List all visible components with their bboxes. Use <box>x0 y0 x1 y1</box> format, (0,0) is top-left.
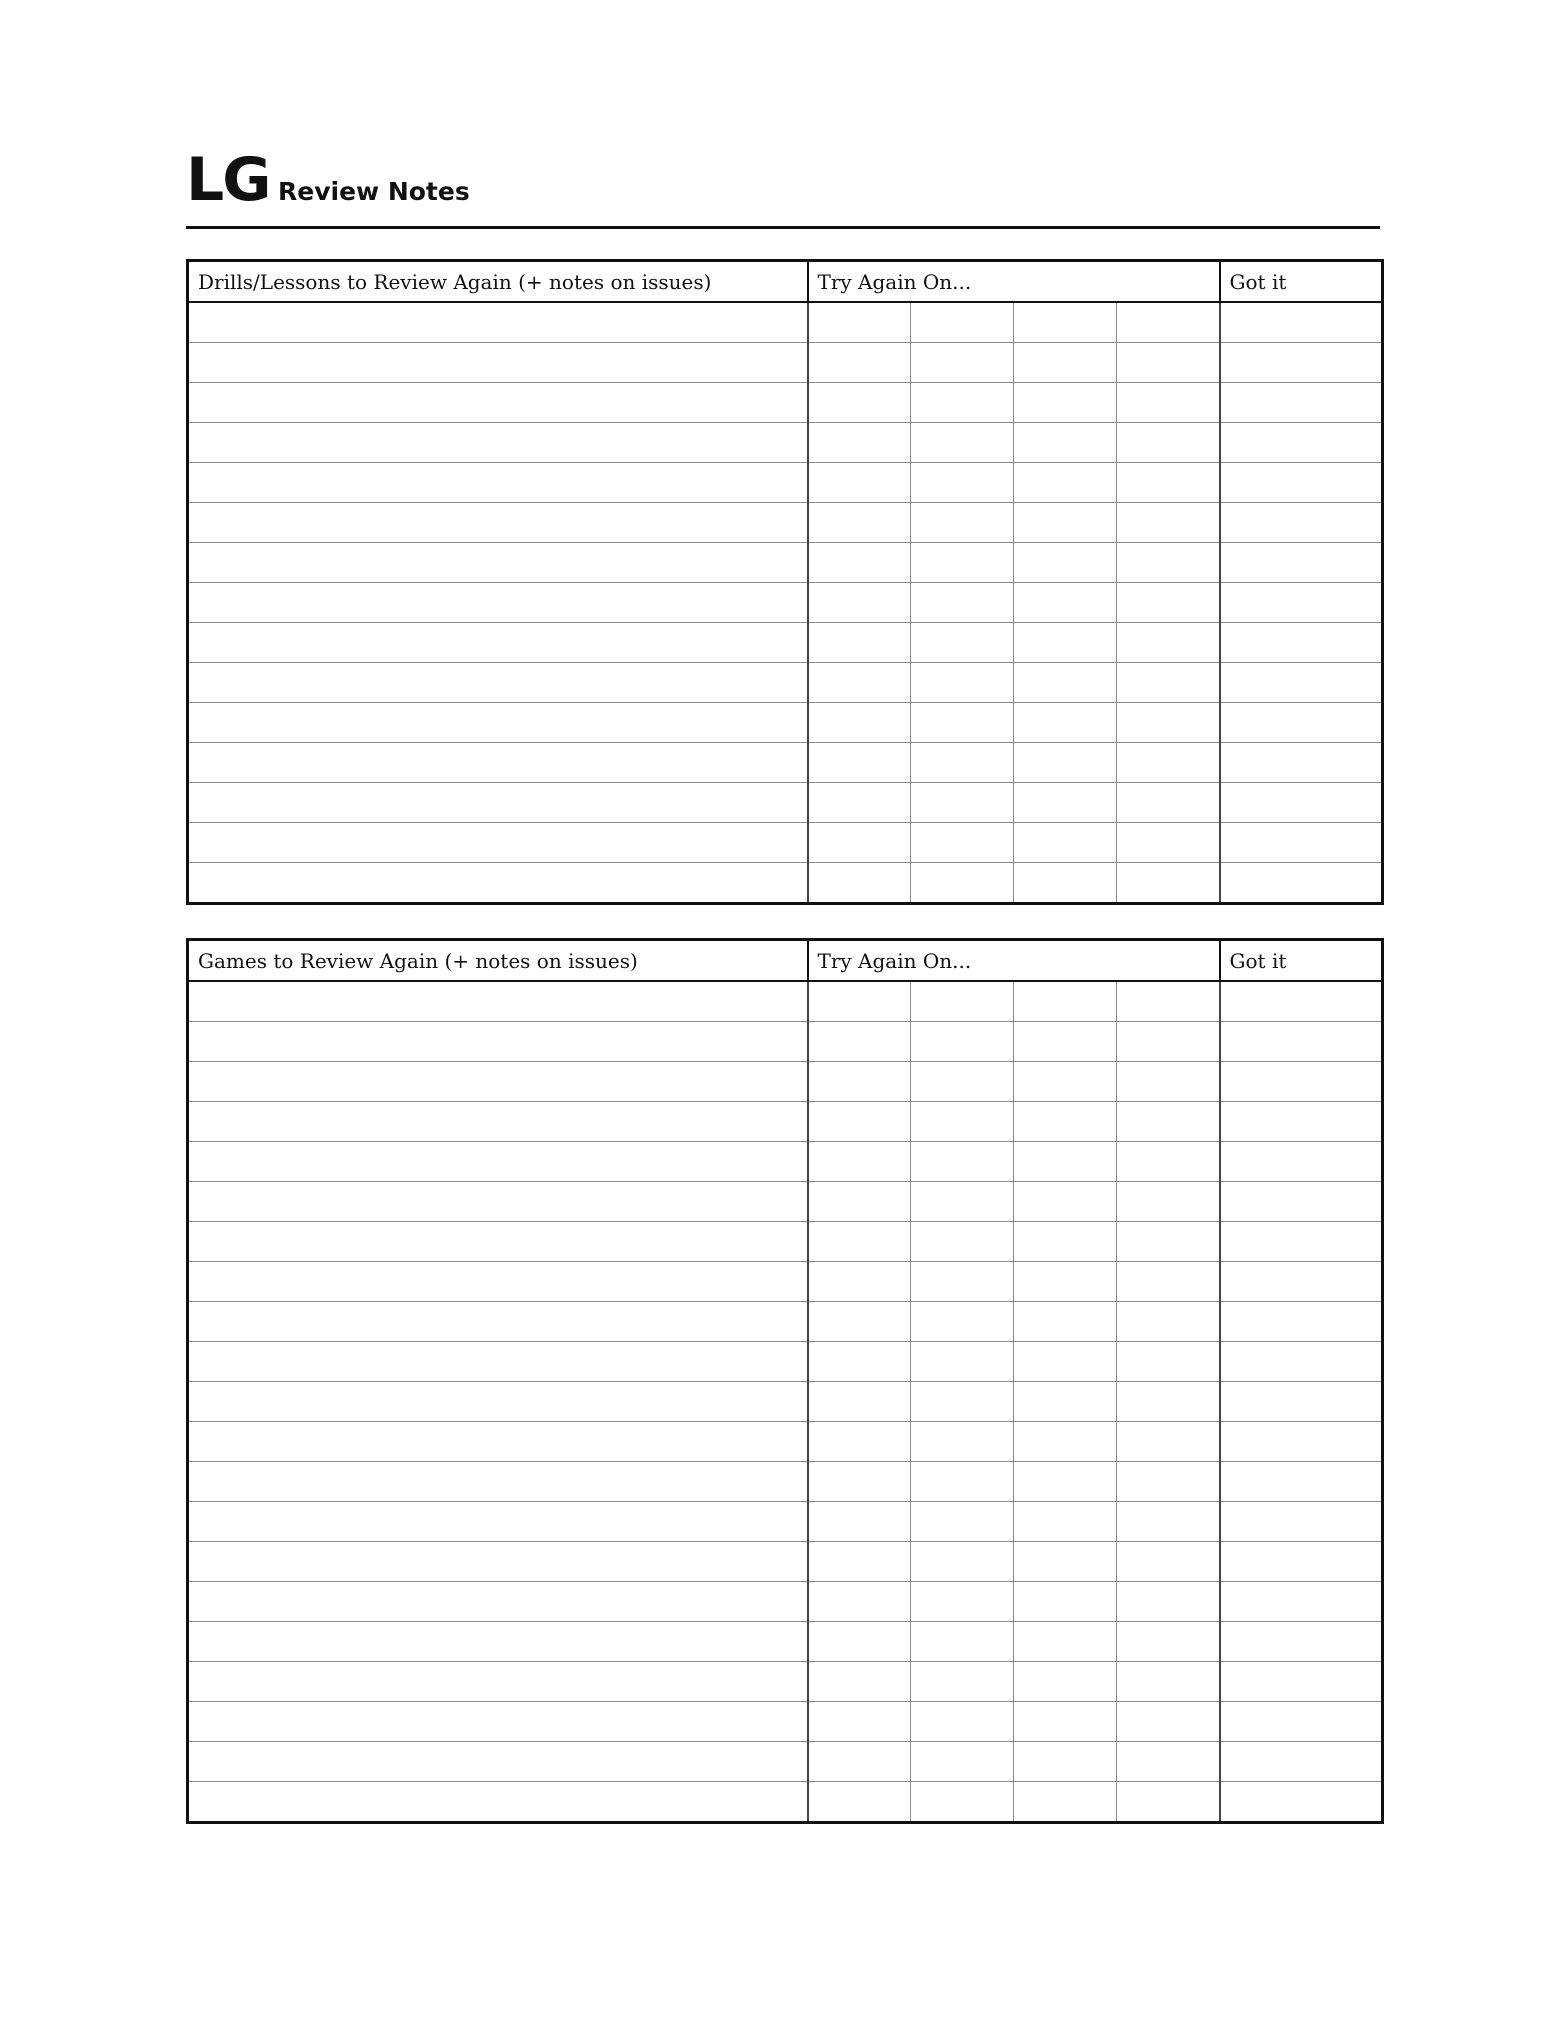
header-divider <box>186 226 1380 229</box>
try-again-cell[interactable] <box>1014 623 1117 663</box>
notes-cell[interactable] <box>188 1702 808 1742</box>
got-it-cell[interactable] <box>1220 1662 1383 1702</box>
drills-review-table <box>186 259 1384 905</box>
try-again-cell[interactable] <box>1014 1622 1117 1662</box>
table-row <box>188 423 1383 463</box>
got-it-cell[interactable] <box>1220 1342 1383 1382</box>
try-again-cell[interactable] <box>1014 663 1117 703</box>
notes-cell[interactable] <box>188 1062 808 1102</box>
try-again-cell[interactable] <box>911 423 1014 463</box>
try-again-cell[interactable] <box>911 1782 1014 1823</box>
try-again-cell[interactable] <box>911 1342 1014 1382</box>
table-row <box>188 1222 1383 1262</box>
table-row <box>188 1662 1383 1702</box>
table-row <box>188 503 1383 543</box>
try-again-cell[interactable] <box>911 1742 1014 1782</box>
try-again-cell[interactable] <box>1014 1542 1117 1582</box>
table-row <box>188 703 1383 743</box>
try-again-cell[interactable] <box>808 1142 911 1182</box>
try-again-cell[interactable] <box>1014 302 1117 343</box>
try-again-cell[interactable] <box>911 343 1014 383</box>
try-again-cell[interactable] <box>1117 981 1220 1022</box>
table-row <box>188 863 1383 904</box>
table-row <box>188 1502 1383 1542</box>
got-it-cell[interactable] <box>1220 1022 1383 1062</box>
page-title: Review Notes <box>278 177 470 206</box>
got-it-cell[interactable] <box>1220 743 1383 783</box>
try-again-cell[interactable] <box>1014 423 1117 463</box>
table-row <box>188 1382 1383 1422</box>
try-again-cell[interactable] <box>1117 1302 1220 1342</box>
try-again-cell[interactable] <box>808 1542 911 1582</box>
got-it-cell[interactable] <box>1220 1142 1383 1182</box>
notes-cell[interactable] <box>188 1462 808 1502</box>
try-again-cell[interactable] <box>1014 823 1117 863</box>
got-it-cell[interactable] <box>1220 663 1383 703</box>
try-again-cell[interactable] <box>808 1782 911 1823</box>
try-again-cell[interactable] <box>1014 1182 1117 1222</box>
try-again-cell[interactable] <box>1014 863 1117 904</box>
try-again-cell[interactable] <box>1117 1662 1220 1702</box>
try-again-cell[interactable] <box>1014 503 1117 543</box>
table-row <box>188 1742 1383 1782</box>
try-again-cell[interactable] <box>1117 1342 1220 1382</box>
try-again-cell[interactable] <box>1014 1382 1117 1422</box>
try-again-cell[interactable] <box>1014 383 1117 423</box>
try-again-cell[interactable] <box>808 343 911 383</box>
try-again-cell[interactable] <box>1117 1222 1220 1262</box>
got-it-cell[interactable] <box>1220 981 1383 1022</box>
try-again-cell[interactable] <box>911 383 1014 423</box>
table-row <box>188 543 1383 583</box>
try-again-cell[interactable] <box>1117 1582 1220 1622</box>
try-again-cell[interactable] <box>1117 1022 1220 1062</box>
got-it-cell[interactable] <box>1220 1102 1383 1142</box>
table-row <box>188 1702 1383 1742</box>
try-again-cell[interactable] <box>808 1302 911 1342</box>
try-again-cell[interactable] <box>1117 302 1220 343</box>
table-row <box>188 463 1383 503</box>
try-again-cell[interactable] <box>911 1182 1014 1222</box>
try-again-cell[interactable] <box>1117 583 1220 623</box>
got-it-cell[interactable] <box>1220 1542 1383 1582</box>
try-again-cell[interactable] <box>1014 1222 1117 1262</box>
try-again-cell[interactable] <box>808 1662 911 1702</box>
table-header-row <box>188 261 1383 303</box>
notes-cell[interactable] <box>188 981 808 1022</box>
got-it-cell[interactable] <box>1220 1742 1383 1782</box>
try-again-cell[interactable] <box>1117 1742 1220 1782</box>
try-again-cell[interactable] <box>1117 1782 1220 1823</box>
try-again-cell[interactable] <box>808 1182 911 1222</box>
notes-cell[interactable] <box>188 663 808 703</box>
notes-cell[interactable] <box>188 1622 808 1662</box>
try-again-cell[interactable] <box>808 423 911 463</box>
try-again-cell[interactable] <box>911 1302 1014 1342</box>
try-again-cell[interactable] <box>1117 503 1220 543</box>
try-again-cell[interactable] <box>911 463 1014 503</box>
got-it-cell[interactable] <box>1220 1782 1383 1823</box>
try-again-cell[interactable] <box>911 543 1014 583</box>
column-header-got-it: Got it <box>1220 940 1383 982</box>
try-again-cell[interactable] <box>1014 1262 1117 1302</box>
try-again-cell[interactable] <box>1117 1102 1220 1142</box>
notes-cell[interactable] <box>188 1742 808 1782</box>
try-again-cell[interactable] <box>911 1542 1014 1582</box>
notes-cell[interactable] <box>188 383 808 423</box>
got-it-cell[interactable] <box>1220 1422 1383 1462</box>
try-again-cell[interactable] <box>1014 343 1117 383</box>
try-again-cell[interactable] <box>911 1382 1014 1422</box>
table-row <box>188 583 1383 623</box>
try-again-cell[interactable] <box>1117 543 1220 583</box>
table-row <box>188 1062 1383 1102</box>
try-again-cell[interactable] <box>1117 863 1220 904</box>
try-again-cell[interactable] <box>911 1142 1014 1182</box>
try-again-cell[interactable] <box>808 1102 911 1142</box>
try-again-cell[interactable] <box>911 1622 1014 1662</box>
try-again-cell[interactable] <box>911 1502 1014 1542</box>
try-again-cell[interactable] <box>808 663 911 703</box>
try-again-cell[interactable] <box>1014 543 1117 583</box>
notes-cell[interactable] <box>188 623 808 663</box>
table-row <box>188 623 1383 663</box>
got-it-cell[interactable] <box>1220 503 1383 543</box>
try-again-cell[interactable] <box>1014 743 1117 783</box>
got-it-cell[interactable] <box>1220 1222 1383 1262</box>
page-header <box>186 145 1380 228</box>
table-row <box>188 1582 1383 1622</box>
column-header-got-it: Got it <box>1220 261 1383 303</box>
notes-cell[interactable] <box>188 463 808 503</box>
try-again-cell[interactable] <box>808 1422 911 1462</box>
games-table-body <box>188 981 1383 1823</box>
notes-cell[interactable] <box>188 543 808 583</box>
column-header-drills: Drills/Lessons to Review Again (+ notes on issues) <box>188 261 808 303</box>
try-again-cell[interactable] <box>808 302 911 343</box>
try-again-cell[interactable] <box>1014 1022 1117 1062</box>
got-it-cell[interactable] <box>1220 463 1383 503</box>
got-it-cell[interactable] <box>1220 1382 1383 1422</box>
try-again-cell[interactable] <box>911 1262 1014 1302</box>
try-again-cell[interactable] <box>1117 1182 1220 1222</box>
try-again-cell[interactable] <box>808 1702 911 1742</box>
games-review-table <box>186 938 1384 1824</box>
got-it-cell[interactable] <box>1220 583 1383 623</box>
try-again-cell[interactable] <box>808 743 911 783</box>
got-it-cell[interactable] <box>1220 823 1383 863</box>
got-it-cell[interactable] <box>1220 1262 1383 1302</box>
try-again-cell[interactable] <box>911 623 1014 663</box>
try-again-cell[interactable] <box>911 1582 1014 1622</box>
got-it-cell[interactable] <box>1220 343 1383 383</box>
table-row <box>188 343 1383 383</box>
try-again-cell[interactable] <box>808 1022 911 1062</box>
try-again-cell[interactable] <box>808 1062 911 1102</box>
try-again-cell[interactable] <box>1014 1702 1117 1742</box>
got-it-cell[interactable] <box>1220 1502 1383 1542</box>
got-it-cell[interactable] <box>1220 1462 1383 1502</box>
table-row <box>188 1622 1383 1662</box>
got-it-cell[interactable] <box>1220 1302 1383 1342</box>
try-again-cell[interactable] <box>911 302 1014 343</box>
notes-cell[interactable] <box>188 1022 808 1062</box>
try-again-cell[interactable] <box>808 783 911 823</box>
notes-cell[interactable] <box>188 1782 808 1823</box>
try-again-cell[interactable] <box>808 981 911 1022</box>
try-again-cell[interactable] <box>808 503 911 543</box>
try-again-cell[interactable] <box>808 1462 911 1502</box>
column-header-try-again: Try Again On... <box>808 940 1220 982</box>
notes-cell[interactable] <box>188 343 808 383</box>
got-it-cell[interactable] <box>1220 703 1383 743</box>
table-row <box>188 1302 1383 1342</box>
notes-cell[interactable] <box>188 583 808 623</box>
try-again-cell[interactable] <box>1014 1102 1117 1142</box>
got-it-cell[interactable] <box>1220 383 1383 423</box>
try-again-cell[interactable] <box>1014 1142 1117 1182</box>
got-it-cell[interactable] <box>1220 423 1383 463</box>
try-again-cell[interactable] <box>1117 463 1220 503</box>
table-row <box>188 743 1383 783</box>
try-again-cell[interactable] <box>911 1102 1014 1142</box>
try-again-cell[interactable] <box>1117 743 1220 783</box>
notes-cell[interactable] <box>188 1422 808 1462</box>
try-again-cell[interactable] <box>1117 823 1220 863</box>
got-it-cell[interactable] <box>1220 623 1383 663</box>
try-again-cell[interactable] <box>1117 1502 1220 1542</box>
got-it-cell[interactable] <box>1220 543 1383 583</box>
notes-cell[interactable] <box>188 1302 808 1342</box>
table-row <box>188 1422 1383 1462</box>
table-row <box>188 1102 1383 1142</box>
try-again-cell[interactable] <box>1014 1342 1117 1382</box>
try-again-cell[interactable] <box>1014 783 1117 823</box>
table-row <box>188 1022 1383 1062</box>
try-again-cell[interactable] <box>808 463 911 503</box>
try-again-cell[interactable] <box>1014 1742 1117 1782</box>
try-again-cell[interactable] <box>808 1742 911 1782</box>
try-again-cell[interactable] <box>1014 1782 1117 1823</box>
try-again-cell[interactable] <box>911 1462 1014 1502</box>
try-again-cell[interactable] <box>1117 1382 1220 1422</box>
try-again-cell[interactable] <box>1117 1462 1220 1502</box>
try-again-cell[interactable] <box>808 823 911 863</box>
try-again-cell[interactable] <box>808 383 911 423</box>
try-again-cell[interactable] <box>1117 1702 1220 1742</box>
try-again-cell[interactable] <box>808 1622 911 1662</box>
table-row <box>188 1182 1383 1222</box>
column-header-games: Games to Review Again (+ notes on issues) <box>188 940 808 982</box>
notes-cell[interactable] <box>188 1142 808 1182</box>
got-it-cell[interactable] <box>1220 863 1383 904</box>
try-again-cell[interactable] <box>911 663 1014 703</box>
try-again-cell[interactable] <box>911 1422 1014 1462</box>
notes-cell[interactable] <box>188 1222 808 1262</box>
try-again-cell[interactable] <box>1014 1302 1117 1342</box>
try-again-cell[interactable] <box>808 1382 911 1422</box>
try-again-cell[interactable] <box>808 863 911 904</box>
try-again-cell[interactable] <box>911 703 1014 743</box>
try-again-cell[interactable] <box>808 1502 911 1542</box>
notes-cell[interactable] <box>188 1502 808 1542</box>
notes-cell[interactable] <box>188 703 808 743</box>
try-again-cell[interactable] <box>1117 1062 1220 1102</box>
try-again-cell[interactable] <box>911 1662 1014 1702</box>
notes-cell[interactable] <box>188 302 808 343</box>
logo: LG <box>186 145 270 215</box>
try-again-cell[interactable] <box>1117 1542 1220 1582</box>
try-again-cell[interactable] <box>911 863 1014 904</box>
drills-table-body <box>188 302 1383 904</box>
table-row <box>188 383 1383 423</box>
got-it-cell[interactable] <box>1220 1182 1383 1222</box>
try-again-cell[interactable] <box>1117 1142 1220 1182</box>
try-again-cell[interactable] <box>1117 663 1220 703</box>
notes-cell[interactable] <box>188 823 808 863</box>
try-again-cell[interactable] <box>1014 1062 1117 1102</box>
got-it-cell[interactable] <box>1220 302 1383 343</box>
try-again-cell[interactable] <box>1117 623 1220 663</box>
notes-cell[interactable] <box>188 503 808 543</box>
column-header-try-again: Try Again On... <box>808 261 1220 303</box>
try-again-cell[interactable] <box>1117 1262 1220 1302</box>
try-again-cell[interactable] <box>1117 343 1220 383</box>
got-it-cell[interactable] <box>1220 1702 1383 1742</box>
try-again-cell[interactable] <box>911 1702 1014 1742</box>
notes-cell[interactable] <box>188 1542 808 1582</box>
try-again-cell[interactable] <box>808 1582 911 1622</box>
try-again-cell[interactable] <box>1117 703 1220 743</box>
try-again-cell[interactable] <box>911 783 1014 823</box>
try-again-cell[interactable] <box>808 1262 911 1302</box>
try-again-cell[interactable] <box>911 743 1014 783</box>
table-header-row <box>188 940 1383 982</box>
notes-cell[interactable] <box>188 783 808 823</box>
try-again-cell[interactable] <box>1014 981 1117 1022</box>
try-again-cell[interactable] <box>1117 1422 1220 1462</box>
try-again-cell[interactable] <box>808 1222 911 1262</box>
try-again-cell[interactable] <box>1014 1582 1117 1622</box>
notes-cell[interactable] <box>188 1382 808 1422</box>
notes-cell[interactable] <box>188 1662 808 1702</box>
got-it-cell[interactable] <box>1220 783 1383 823</box>
try-again-cell[interactable] <box>808 583 911 623</box>
notes-cell[interactable] <box>188 1102 808 1142</box>
try-again-cell[interactable] <box>1014 1422 1117 1462</box>
try-again-cell[interactable] <box>1014 1502 1117 1542</box>
table-row <box>188 783 1383 823</box>
got-it-cell[interactable] <box>1220 1622 1383 1662</box>
notes-cell[interactable] <box>188 423 808 463</box>
try-again-cell[interactable] <box>911 1222 1014 1262</box>
table-row <box>188 981 1383 1022</box>
try-again-cell[interactable] <box>911 981 1014 1022</box>
table-row <box>188 302 1383 343</box>
table-row <box>188 1542 1383 1582</box>
try-again-cell[interactable] <box>911 583 1014 623</box>
try-again-cell[interactable] <box>1117 383 1220 423</box>
try-again-cell[interactable] <box>1014 583 1117 623</box>
table-row <box>188 1142 1383 1182</box>
notes-cell[interactable] <box>188 1582 808 1622</box>
try-again-cell[interactable] <box>1014 463 1117 503</box>
try-again-cell[interactable] <box>1117 783 1220 823</box>
table-row <box>188 1782 1383 1823</box>
try-again-cell[interactable] <box>911 1022 1014 1062</box>
table-row <box>188 1462 1383 1502</box>
table-row <box>188 663 1383 703</box>
table-row <box>188 823 1383 863</box>
got-it-cell[interactable] <box>1220 1582 1383 1622</box>
try-again-cell[interactable] <box>1014 1462 1117 1502</box>
notes-cell[interactable] <box>188 743 808 783</box>
try-again-cell[interactable] <box>808 543 911 583</box>
try-again-cell[interactable] <box>911 503 1014 543</box>
try-again-cell[interactable] <box>808 1342 911 1382</box>
try-again-cell[interactable] <box>1014 703 1117 743</box>
try-again-cell[interactable] <box>808 703 911 743</box>
table-row <box>188 1342 1383 1382</box>
try-again-cell[interactable] <box>911 1062 1014 1102</box>
try-again-cell[interactable] <box>1014 1662 1117 1702</box>
try-again-cell[interactable] <box>911 823 1014 863</box>
got-it-cell[interactable] <box>1220 1062 1383 1102</box>
notes-cell[interactable] <box>188 1182 808 1222</box>
try-again-cell[interactable] <box>1117 1622 1220 1662</box>
table-row <box>188 1262 1383 1302</box>
notes-cell[interactable] <box>188 1262 808 1302</box>
notes-cell[interactable] <box>188 863 808 904</box>
notes-cell[interactable] <box>188 1342 808 1382</box>
try-again-cell[interactable] <box>1117 423 1220 463</box>
try-again-cell[interactable] <box>808 623 911 663</box>
